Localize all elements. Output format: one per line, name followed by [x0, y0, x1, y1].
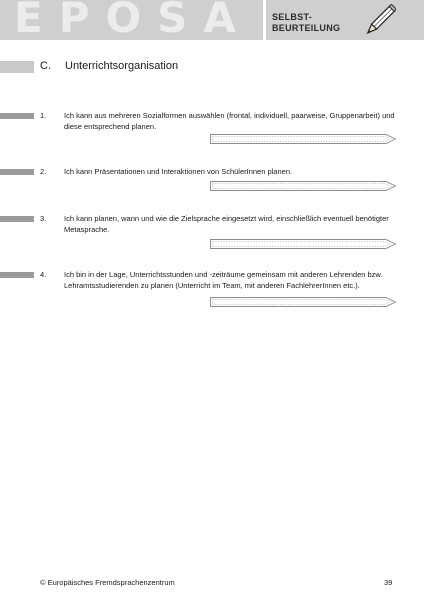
section-letter: C.	[40, 60, 51, 72]
item-text: Ich kann Präsentationen und Interaktionen von SchülerInnen planen.	[64, 167, 293, 176]
pencil-icon	[360, 4, 396, 40]
section-marker-bar	[0, 61, 34, 73]
header-divider	[263, 0, 266, 40]
rating-arrow-field[interactable]	[210, 180, 396, 192]
rating-arrow-field[interactable]	[210, 296, 396, 308]
item-marker-bar	[0, 272, 34, 278]
header-label	[272, 12, 340, 34]
page-number: 39	[384, 578, 393, 587]
rating-arrow-field[interactable]	[210, 133, 396, 145]
header-label-line1: SELBST-	[272, 12, 313, 22]
item-marker-bar	[0, 216, 34, 222]
rating-arrow-field[interactable]	[210, 238, 396, 250]
header-band	[0, 0, 424, 40]
item-number: 1.	[40, 111, 47, 120]
item-number: 2.	[40, 167, 47, 176]
logo: EPOSA	[14, 0, 252, 42]
item-marker-bar	[0, 113, 34, 119]
item-number: 4.	[40, 270, 47, 279]
section-title: Unterrichtsorganisation	[65, 60, 179, 72]
header-label-line2: BEURTEILUNG	[272, 23, 341, 33]
item-text: Ich kann aus mehreren Sozialformen auswählen (frontal, individuell, paarweise, Gruppenarbeit) und diese entsprechend planen.	[64, 111, 395, 131]
item-text: Ich kann planen, wann und wie die Zielsprache eingesetzt wird, einschließlich eventuell benötigter Metasprache.	[64, 214, 389, 234]
item-number: 3.	[40, 214, 47, 223]
item-marker-bar	[0, 169, 34, 175]
footer-copyright: © Europäisches Fremdsprachenzentrum	[40, 578, 175, 587]
item-text: Ich bin in der Lage, Unterrichtsstunden und -zeiträume gemeinsam mit anderen Lehrenden bzw. Lehramtsstudierenden zu planen (Unterricht im Team, mit anderen FachlehrerInnen etc.).	[64, 270, 383, 290]
